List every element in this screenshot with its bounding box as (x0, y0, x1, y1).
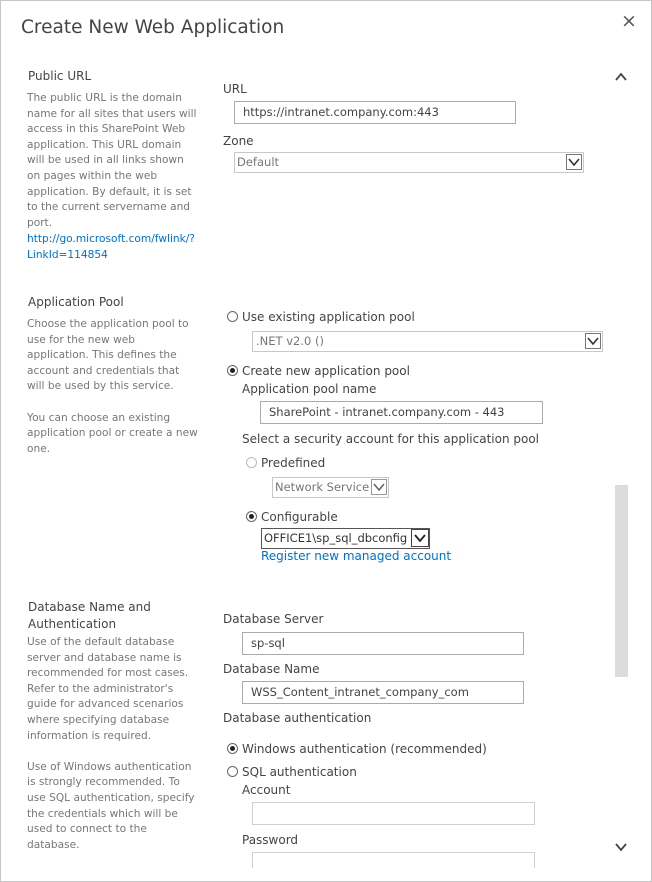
configurable-account-value: OFFICE1\sp_sql_dbconfig (264, 531, 408, 545)
create-new-pool-radio[interactable] (227, 365, 238, 376)
chevron-down-icon[interactable] (613, 839, 629, 855)
password-input[interactable] (252, 852, 535, 868)
chevron-up-icon[interactable] (613, 69, 629, 85)
application-pool-description-text-1: Choose the application pool to use for the new web application. This defines the account and credentials that will be used by this service. (27, 318, 189, 393)
database-section-title (28, 599, 151, 633)
create-new-pool-label[interactable]: Create new application pool (242, 364, 410, 378)
application-pool-section-title: Application Pool (28, 295, 124, 309)
configurable-account-select[interactable] (261, 528, 430, 549)
public-url-section-title: Public URL (28, 69, 92, 83)
zone-select[interactable] (234, 152, 584, 173)
pool-name-label: Application pool name (242, 382, 377, 396)
database-description (27, 635, 199, 853)
close-icon[interactable]: × (621, 10, 637, 32)
dropdown-arrow-icon[interactable] (585, 333, 601, 349)
sql-authentication-radio[interactable] (227, 766, 238, 777)
public-url-help-link[interactable] (27, 232, 195, 263)
url-label: URL (223, 82, 247, 96)
security-account-label: Select a security account for this application pool (242, 432, 540, 446)
windows-authentication-radio[interactable] (227, 743, 238, 754)
url-input[interactable]: https://intranet.company.com:443 (234, 101, 516, 124)
database-section-title-line2: Authentication (28, 617, 117, 631)
public-url-help-link-line2[interactable]: LinkId=114854 (27, 248, 108, 261)
database-description-text-1: Use of the default database server and database name is recommended for most cases. Refer to the administrator's guide for advanced scenarios where specifying database information is required. (27, 636, 189, 742)
content-clip-bottom (1, 868, 611, 882)
configurable-label[interactable]: Configurable (261, 510, 338, 524)
sql-authentication-label[interactable]: SQL authentication (242, 765, 357, 779)
register-managed-account-link[interactable]: Register new managed account (261, 549, 452, 563)
configurable-radio[interactable] (246, 511, 257, 522)
existing-pool-select[interactable] (252, 331, 603, 352)
public-url-description-text: The public URL is the domain name for all sites that users will access in this SharePoint Web application. This URL domain will be used in all links shown on pages within the web application. By default, it is set to the current servername and port. (27, 92, 197, 229)
database-section-title-line1: Database Name and (28, 600, 151, 614)
database-server-label: Database Server (223, 612, 324, 626)
database-server-input[interactable]: sp-sql (242, 632, 524, 655)
dropdown-arrow-icon[interactable] (371, 479, 387, 495)
dropdown-arrow-icon[interactable] (566, 154, 582, 170)
database-description-text-2: Use of Windows authentication is strongly recommended. To use SQL authentication, specify the credentials which will be used to connect to the database. (27, 760, 195, 851)
application-pool-description-text-2: You can choose an existing application pool or create a new one. (27, 411, 198, 455)
dropdown-arrow-icon[interactable] (411, 529, 429, 547)
account-input[interactable] (252, 802, 535, 825)
dialog-title: Create New Web Application (21, 17, 285, 38)
zone-label: Zone (223, 134, 254, 148)
predefined-account-value: Network Service (275, 480, 370, 494)
database-name-input[interactable]: WSS_Content_intranet_company_com (242, 681, 524, 704)
windows-authentication-label[interactable]: Windows authentication (recommended) (242, 742, 487, 756)
predefined-label[interactable]: Predefined (261, 456, 326, 470)
use-existing-pool-label[interactable]: Use existing application pool (242, 310, 415, 324)
database-authentication-label: Database authentication (223, 711, 372, 725)
pool-name-input[interactable]: SharePoint - intranet.company.com - 443 (260, 401, 543, 424)
application-pool-description (27, 317, 199, 457)
zone-select-value: Default (237, 155, 280, 169)
use-existing-pool-radio[interactable] (227, 311, 238, 322)
scrollbar-thumb[interactable] (615, 485, 628, 677)
vertical-scrollbar[interactable] (613, 59, 629, 860)
public-url-help-link-line1[interactable]: http://go.microsoft.com/fwlink/? (27, 233, 195, 245)
predefined-radio[interactable] (246, 457, 257, 468)
predefined-account-select[interactable] (272, 477, 389, 498)
database-name-label: Database Name (223, 662, 320, 676)
public-url-description (27, 91, 199, 231)
password-label: Password (242, 833, 299, 847)
account-label: Account (242, 783, 291, 797)
existing-pool-select-value: .NET v2.0 () (256, 334, 324, 348)
